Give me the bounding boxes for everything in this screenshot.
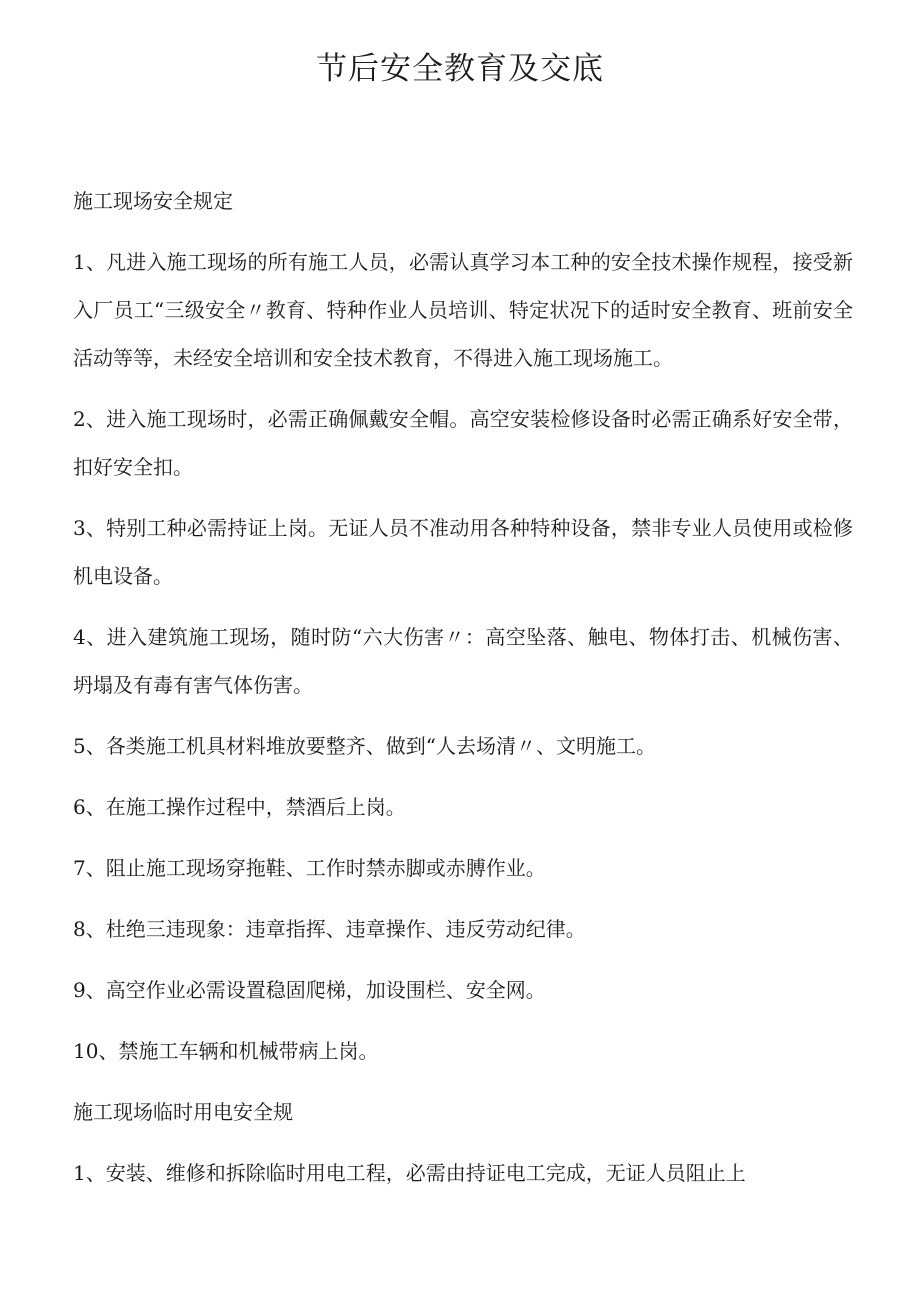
rule-item: 7、阻止施工现场穿拖鞋、工作时禁赤脚或赤膊作业。: [73, 856, 546, 880]
rule-item: 5、各类施工机具材料堆放要整齐、做到“人去场清〃、文明施工。: [73, 734, 656, 758]
document-body: [73, 177, 853, 1210]
rule-item: 1、凡进入施工现场的所有施工人员，必需认真学习本工种的安全技术操作规程，接受新入厂员工“三级安全〃教育、特种作业人员培训、特定状况下的适时安全教育、班前安全活动等等，未经安全培训和安全技术教育，不得进入施工现场施工。: [73, 250, 853, 370]
rule-item: 2、进入施工现场时，必需正确佩戴安全帽。高空安装检修设备时必需正确系好安全带，扣好安全扣。: [73, 407, 853, 479]
rule-item: 10、禁施工车辆和机械带病上岗。: [73, 1039, 379, 1063]
rule-item: 9、高空作业必需设置稳固爬梯，加设围栏、安全网。: [73, 978, 546, 1002]
rule-item: 1、安装、维修和拆除临时用电工程，必需由持证电工完成，无证人员阻止上: [73, 1161, 746, 1185]
document-title: 节后安全教育及交底: [316, 51, 604, 87]
rule-item: 6、在施工操作过程中，禁酒后上岗。: [73, 795, 406, 819]
rule-item: 4、进入建筑施工现场，随时防“六大伤害〃：高空坠落、触电、物体打击、机械伤害、坍塌及有毒有害气体伤害。: [73, 625, 853, 697]
rule-item: 3、特别工种必需持证上岗。无证人员不准动用各种特种设备，禁非专业人员使用或检修机电设备。: [73, 516, 853, 588]
section-heading-site-safety: 施工现场安全规定: [73, 189, 233, 213]
section-heading-temporary-electricity: 施工现场临时用电安全规: [73, 1100, 293, 1124]
rule-item: 8、杜绝三违现象：违章指挥、违章操作、违反劳动纪律。: [73, 917, 586, 941]
